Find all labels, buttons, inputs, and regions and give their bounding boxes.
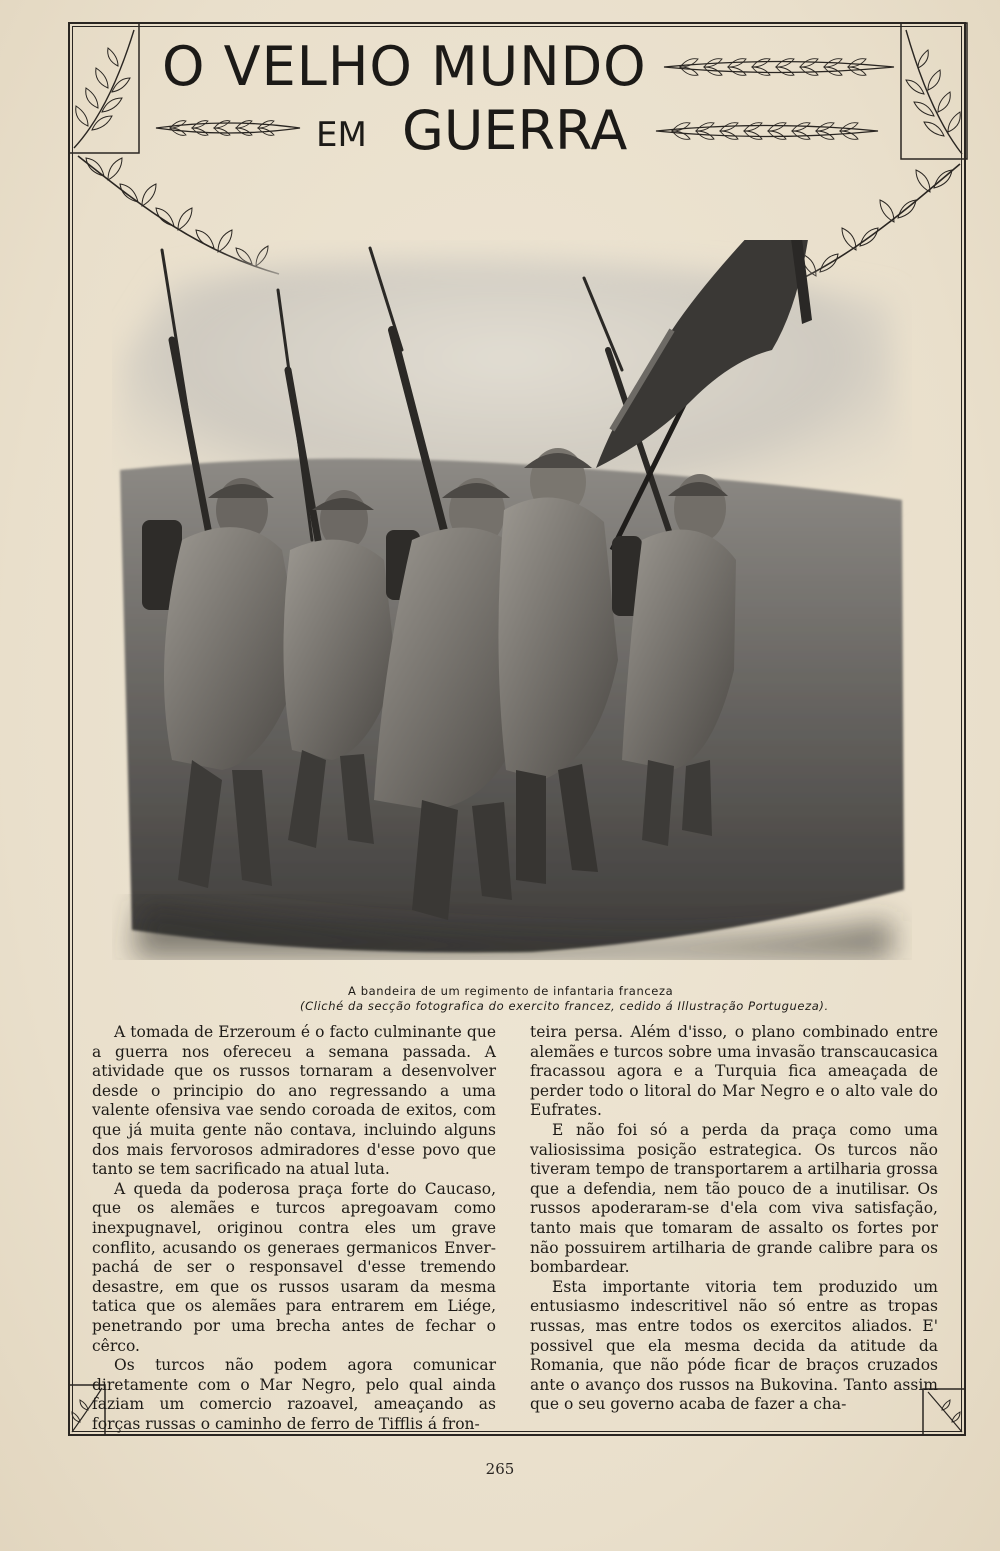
page-number: 265: [485, 1460, 515, 1478]
page-title-em: EM: [316, 115, 367, 155]
photo-caption: [300, 984, 940, 1014]
laurel-garland-bottom-right: [652, 116, 882, 146]
article-column-right: [530, 1023, 938, 1415]
page-title-guerra: GUERRA: [402, 99, 628, 162]
soldiers-marching-photo: [112, 240, 912, 960]
article-paragraph: Os turcos não podem agora comunicar diretamente com o Mar Negro, pelo qual ainda faziam um comercio razoavel, ameaçando as forças russas o caminho de ferro de Tifflis á fron-: [92, 1356, 496, 1433]
corner-ornament-top-left: [68, 22, 140, 154]
article-paragraph: E não foi só a perda da praça como uma valiosissima posição estrategica. Os turcos não tiveram tempo de transportarem a artilharia grossa que a defendia, nem tão pouco de a inutilisar. Os russos apoderaram-se d'ela com viva satisfação, tanto mais que tomaram de assalto os fortes por não possuirem artilharia de grande calibre para os bombardear.: [530, 1120, 938, 1277]
article-paragraph: A queda da poderosa praça forte do Caucaso, que os alemães e turcos apregoavam como inexpugnavel, originou contra eles um grave conflito, acusando os generaes germanicos Enver-pachá de ser o responsavel d'esse tremendo desastre, em que os russos usaram da mesma tatica que os alemães para entrarem em Liége, penetrando por uma brecha antes de fechar o cêrco.: [92, 1179, 496, 1355]
page-title-line1: O VELHO MUNDO: [162, 35, 647, 98]
corner-ornament-top-right: [900, 22, 968, 160]
article-column-left: [92, 1023, 496, 1434]
article-paragraph: teira persa. Além d'isso, o plano combinado entre alemães e turcos sobre uma invasão transcaucasica fracassou agora e a Turquia fica ameaçada de perder todo o litoral do Mar Negro e o alto vale do Eufrates.: [530, 1023, 938, 1120]
caption-line-1: A bandeira de um regimento de infantaria franceza: [348, 984, 674, 998]
laurel-garland-bottom-left: [152, 114, 304, 142]
caption-line-2: (Cliché da secção fotografica do exercito francez, cedido á Illustração Portugueza).: [300, 999, 829, 1013]
article-paragraph: A tomada de Erzeroum é o facto culminante que a guerra nos ofereceu a semana passada. A atividade que os russos tornaram a desenvolver desde o principio do ano regressando a uma valente ofensiva vae sendo coroada de exitos, com que já muita gente não contava, incluindo alguns dos mais fervorosos admiradores d'esse povo que tanto se tem sacrificado na atual luta.: [92, 1023, 496, 1179]
laurel-garland-top-right: [660, 52, 898, 82]
article-paragraph: Esta importante vitoria tem produzido um entusiasmo indescritivel não só entre as tropas russas, mas entre todos os exercitos aliados. E' possivel que ela mesma decida da atitude da Romania, que não póde ficar de braços cruzados ante o avanço dos russos na Bukovina. Tanto assim que o seu governo acaba de fazer a cha-: [530, 1277, 938, 1414]
